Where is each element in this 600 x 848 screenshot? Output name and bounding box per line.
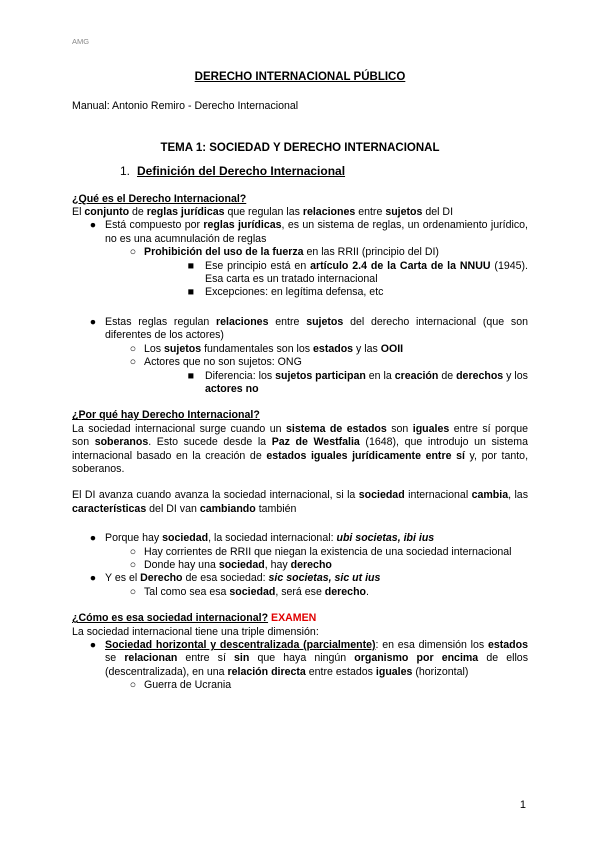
- question-heading: ¿Por qué hay Derecho Internacional?: [72, 409, 260, 422]
- paragraph: La sociedad internacional tiene una triple dimensión:: [72, 625, 319, 638]
- square-bullet-icon: ■: [187, 286, 195, 299]
- document-title: DERECHO INTERNACIONAL PÚBLICO: [194, 71, 406, 83]
- header-label: AMG: [72, 37, 90, 46]
- bullet-icon: ●: [89, 639, 97, 651]
- circle-bullet-icon: ○: [129, 356, 137, 369]
- list-item: ○ Donde hay una sociedad, hay derecho: [72, 559, 528, 572]
- circle-bullet-icon: ○: [129, 342, 137, 355]
- document-body: [72, 71, 528, 693]
- list-item: ● Estas reglas regulan relaciones entre sujetos del derecho internacional (que son diferentes de los actores): [72, 316, 528, 343]
- list-item: ○ Tal como sea esa sociedad, será ese derecho.: [72, 586, 528, 599]
- question-heading: ¿Qué es el Derecho Internacional?: [72, 192, 247, 205]
- question-heading: ¿Cómo es esa sociedad internacional? EXAMEN: [72, 612, 317, 625]
- list-item: ● Está compuesto por reglas jurídicas, es un sistema de reglas, un ordenamiento jurídico, no es una acumnulación de reglas: [72, 219, 528, 246]
- paragraph: La sociedad internacional surge cuando un sistema de estados son iguales entre sí porque son soberanos. Esto sucede desde la Paz de Westfalia (1648), que introdujo un sistema internacional basado en la creación de estados iguales jurídicamente entre sí y, por tanto, soberanos.: [72, 422, 529, 475]
- square-bullet-icon: ■: [187, 259, 195, 272]
- exam-tag: EXAMEN: [271, 612, 317, 625]
- list-item: ■ Diferencia: los sujetos participan en la creación de derechos y los actores no: [72, 370, 528, 397]
- list-item: ○ Los sujetos fundamentales son los estados y las OOII: [72, 343, 528, 356]
- bullet-icon: ●: [89, 219, 97, 232]
- list-item: ■ Ese principio está en artículo 2.4 de la Carta de la NNUU (1945). Esa carta es un tratado internacional: [72, 260, 528, 287]
- list-item: ■ Excepciones: en legítima defensa, etc: [72, 286, 528, 299]
- bullet-icon: ●: [89, 572, 97, 585]
- list-item: ○ Hay corrientes de RRII que niegan la existencia de una sociedad internacional: [72, 546, 528, 559]
- circle-bullet-icon: ○: [129, 545, 137, 558]
- circle-bullet-icon: ○: [129, 585, 137, 598]
- list-item: ● Y es el Derecho de esa sociedad: sic societas, sic ut ius: [72, 572, 528, 585]
- page-number: 1: [519, 799, 526, 811]
- list-item: ○ Prohibición del uso de la fuerza en las RRII (principio del DI): [72, 246, 528, 259]
- manual-line: Manual: Antonio Remiro - Derecho Internacional: [72, 100, 299, 113]
- section-number: 1.: [120, 164, 131, 179]
- list-item: ○ Actores que no son sujetos: ONG: [72, 356, 528, 369]
- list-item: ● Porque hay sociedad, la sociedad internacional: ubi societas, ibi ius: [72, 532, 528, 545]
- tema-heading: TEMA 1: SOCIEDAD Y DERECHO INTERNACIONAL: [160, 141, 440, 154]
- list-item: ○ Guerra de Ucrania: [72, 679, 528, 692]
- circle-bullet-icon: ○: [129, 246, 137, 259]
- bullet-icon: ●: [89, 532, 97, 545]
- paragraph: El conjunto de reglas jurídicas que regulan las relaciones entre sujetos del DI: [72, 206, 454, 219]
- section-heading: 1. Definición del Derecho Internacional: [120, 164, 346, 179]
- paragraph: El DI avanza cuando avanza la sociedad internacional, si la sociedad internacional cambia, las características del DI van cambiando también: [72, 489, 528, 515]
- square-bullet-icon: ■: [187, 369, 195, 382]
- circle-bullet-icon: ○: [129, 679, 137, 692]
- circle-bullet-icon: ○: [129, 558, 137, 571]
- bullet-icon: ●: [89, 315, 97, 328]
- list-item: ● Sociedad horizontal y descentralizada (parcialmente): en esa dimensión los estados se relacionan entre sí sin que haya ningún organismo por encima de ellos (descentralizada), en una relación directa entre estados iguales (horizontal): [72, 639, 528, 679]
